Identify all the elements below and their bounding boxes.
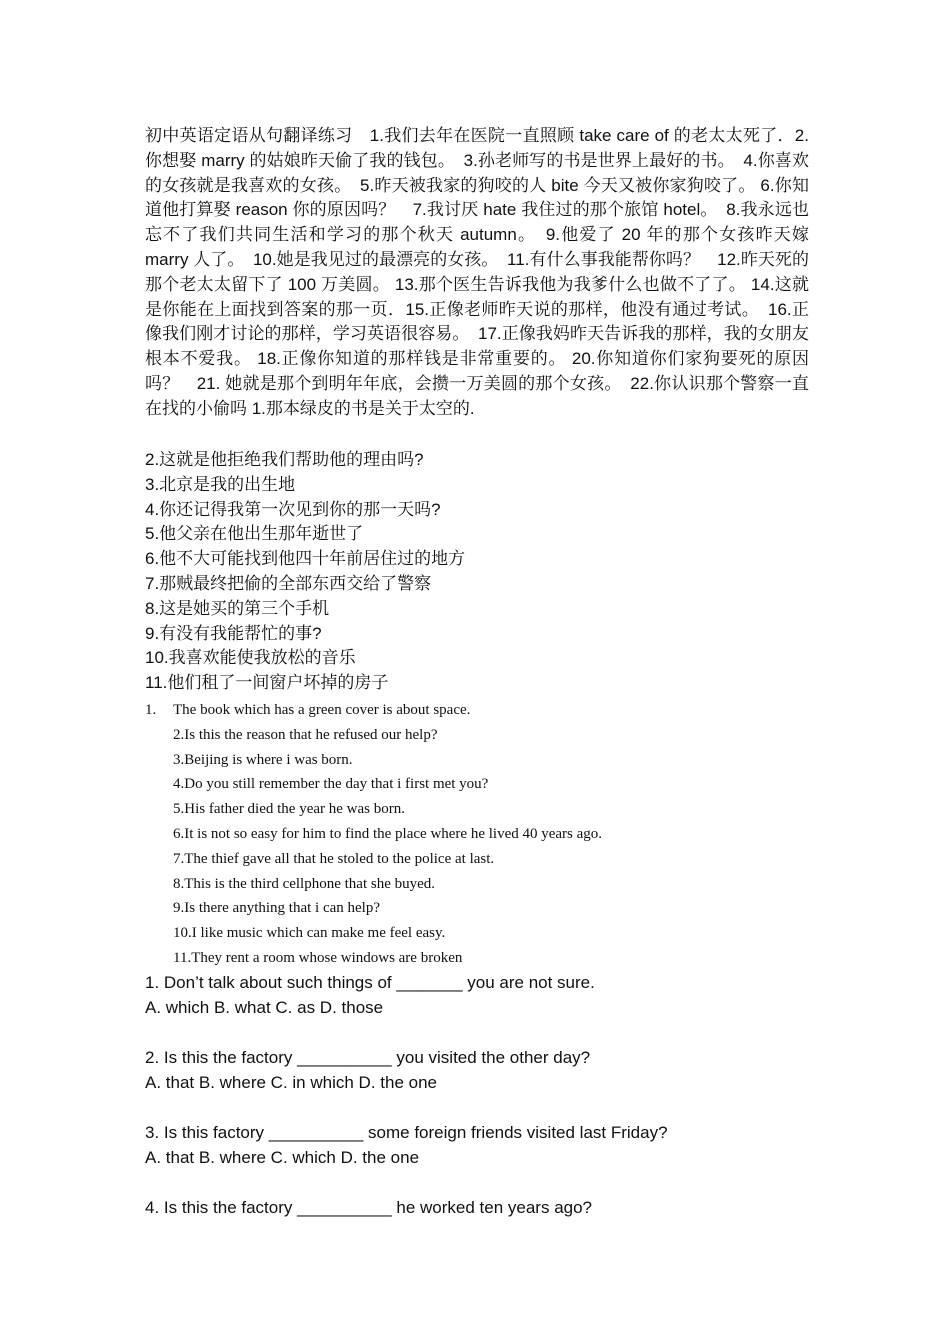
- spacer: [145, 1020, 825, 1045]
- list-number: 1.: [145, 702, 157, 718]
- list-item: [145, 698, 825, 723]
- spacer: [145, 1095, 825, 1120]
- list-item: 7.The thief gave all that he stoled to the police at last.: [173, 850, 495, 867]
- list-item: 11.They rent a room whose windows are broken: [173, 949, 463, 966]
- list-item: 11.他们租了一间窗户坏掉的房子: [145, 673, 389, 693]
- list-item: 7.那贼最终把偷的全部东西交给了警察: [145, 573, 432, 593]
- list-item: 5.他父亲在他出生那年逝世了: [145, 524, 364, 544]
- multiple-choice-section: [145, 970, 825, 1220]
- chinese-sentence-list: [145, 448, 805, 696]
- list-item: 4.你还记得我第一次见到你的那一天吗?: [145, 499, 441, 519]
- list-item: 3.Beijing is where i was born.: [173, 751, 353, 768]
- list-item: 8.This is the third cellphone that she buyed.: [173, 875, 436, 892]
- quiz-question: 3. Is this factory __________ some foreign friends visited last Friday?: [145, 1123, 668, 1142]
- quiz-question: 4. Is this the factory __________ he worked ten years ago?: [145, 1198, 593, 1217]
- list-item: 6.It is not so easy for him to find the place where he lived 40 years ago.: [173, 825, 603, 842]
- quiz-question: 1. Don’t talk about such things of _______ you are not sure.: [145, 973, 595, 992]
- list-item: 4.Do you still remember the day that i first met you?: [173, 776, 489, 793]
- list-item: 8.这是她买的第三个手机: [145, 598, 330, 618]
- list-text: The book which has a green cover is about space.: [173, 702, 471, 718]
- list-item: 10.我喜欢能使我放松的音乐: [145, 648, 356, 668]
- quiz-options: A. that B. where C. which D. the one: [145, 1148, 420, 1167]
- quiz-options: A. that B. where C. in which D. the one: [145, 1073, 437, 1092]
- list-item: 9.有没有我能帮忙的事?: [145, 623, 322, 643]
- quiz-options: A. which B. what C. as D. those: [145, 998, 384, 1017]
- list-item: 10.I like music which can make me feel easy.: [173, 925, 446, 942]
- list-item: 5.His father died the year he was born.: [173, 801, 406, 818]
- quiz-question: 2. Is this the factory __________ you visited the other day?: [145, 1048, 591, 1067]
- list-item: 2.Is this the reason that he refused our help?: [173, 726, 438, 743]
- list-item: 3.北京是我的出生地: [145, 474, 296, 494]
- list-item: 6.他不大可能找到他四十年前居住过的地方: [145, 549, 466, 569]
- list-item: 2.这就是他拒绝我们帮助他的理由吗?: [145, 450, 424, 469]
- list-item: 9.Is there anything that i can help?: [173, 900, 381, 917]
- intro-paragraph: 初中英语定语从句翻译练习 1.我们去年在医院一直照顾 take care of 的老太太死了．2.你想娶 marry 的姑娘昨天偷了我的钱包。 3.孙老师写的书是世界上最好的书。 4.你喜欢的女孩就是我喜欢的女孩。 5.昨天被我家的狗咬的人 bite 今天又被你家狗咬了。 6.你知道他打算娶 reason 你的原因吗？ 7.我讨厌 hate 我住过的那个旅馆 hotel。 8.我永远也忘不了我们共同生活和学习的那个秋天 autumn。 9.他爱了 20 年的那个女孩昨天嫁 marry 人了。 10.她是我见过的最漂亮的女孩。 11.有什么事我能帮你吗？ 12.昨天死的那个老太太留下了 100 万美圆。 13.那个医生告诉我他为我爹什么也做不了了。 14.这就是你能在上面找到答案的那一页．15.正像老师昨天说的那样，他没有通过考试。 16.正像我们刚才讨论的那样，学习英语很容易。 17.正像我妈昨天告诉我的那样，我的女朋友根本不爱我。 18.正像你知道的那样钱是非常重要的。 20.你知道你们家狗要死的原因吗？ 21. 她就是那个到明年年底，会攒一万美圆的那个女孩。 22.你认识那个警察一直在找的小偷吗 1.那本绿皮的书是关于太空的.: [145, 126, 809, 418]
- spacer: [145, 1170, 825, 1195]
- english-answer-list: [145, 698, 825, 971]
